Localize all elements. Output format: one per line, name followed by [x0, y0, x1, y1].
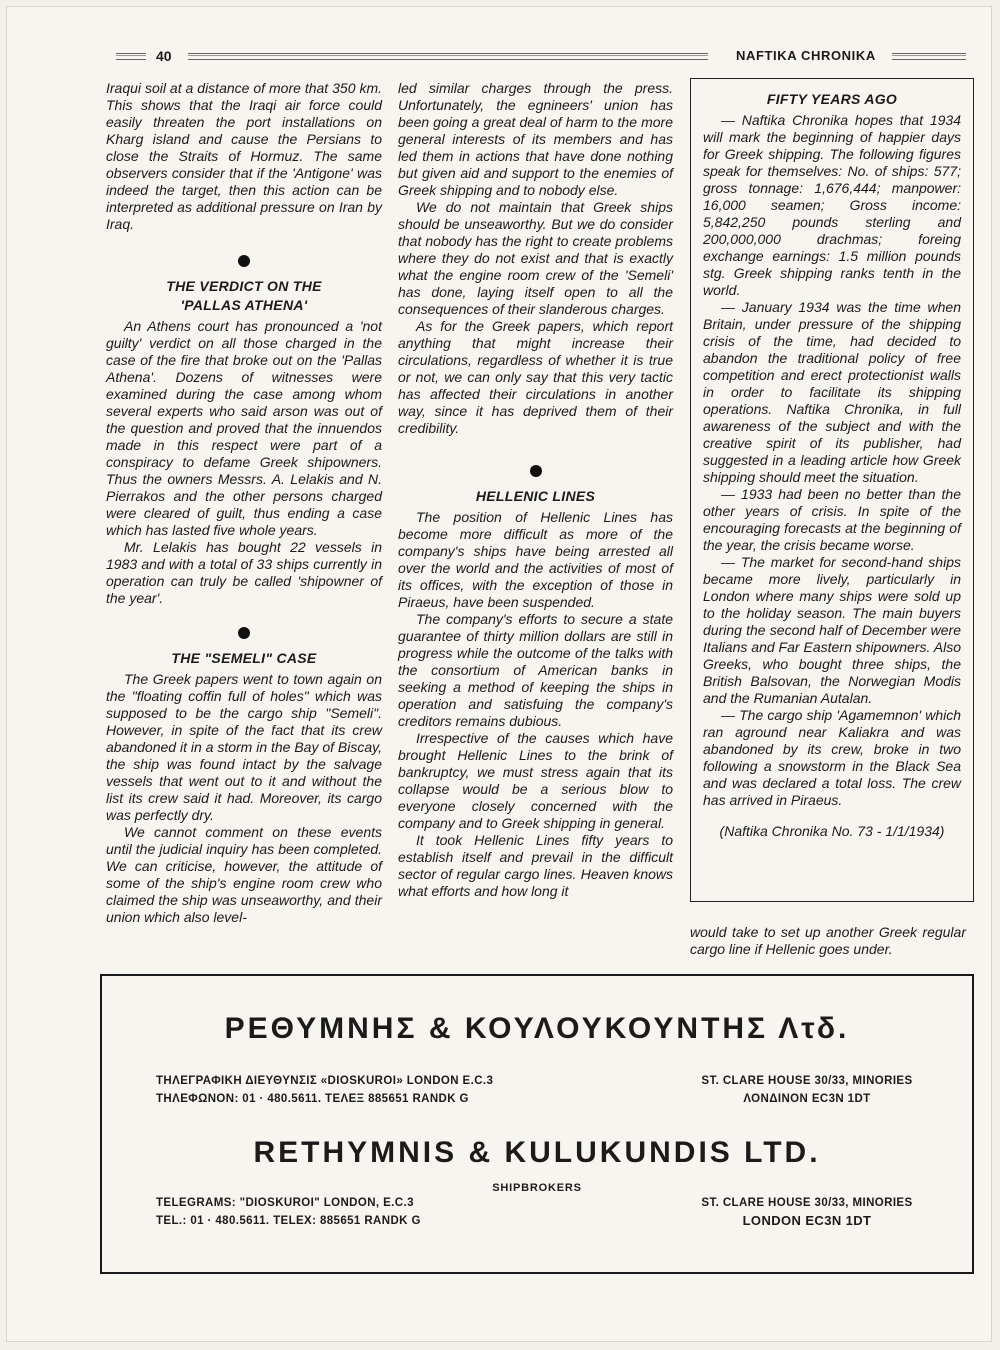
- paragraph: would take to set up another Greek regular cargo line if Hellenic goes under.: [690, 924, 966, 957]
- ad-greek-contact-right: [662, 1072, 952, 1108]
- section-bullet: [238, 255, 250, 267]
- paragraph: — 1933 had been no better than the other years of crisis. In spite of the encouraging forecasts at the beginning of the year, the crisis became worse.: [703, 486, 961, 553]
- paragraph: The position of Hellenic Lines has become more difficult as more of the company's ships have being arrested all over the world and the activities of most of its offices, with the exception of those in Piraeus, have been suspended.: [398, 509, 673, 610]
- verdict-heading-line2: 'PALLAS ATHENA': [180, 297, 308, 313]
- article-column-1: [106, 80, 382, 926]
- section-bullet: [530, 465, 542, 477]
- article-column-2: [398, 80, 673, 900]
- ad-subtitle: SHIPBROKERS: [492, 1182, 582, 1194]
- ad-text-line: ST. CLARE HOUSE 30/33, MINORIES: [701, 1197, 913, 1209]
- paragraph: — Naftika Chronika hopes that 1934 will mark the beginning of happier days for Greek shipping. The following figures speak for themselves: No. of ships: 577; gross tonnage: 1,676,444; manpower: 16,000 seamen; Gross income: 5,842,250 pounds sterling and 200,000,000 drachmas; foreing exchange earnings: 1.5 million pounds stg. Greek shipping ranks tenth in the world.: [703, 112, 961, 298]
- paragraph: — The cargo ship 'Agamemnon' which ran aground near Kaliakra and was abandoned by its crew, broke in two following a snowstorm in the Black Sea and was declared a total loss. The crew has arrived in Piraeus.: [703, 707, 961, 808]
- paragraph: As for the Greek papers, which report anything that might increase their circulations, regardless of whether it is true or not, we can only say that this very tactic has affected their circulations in another way, since it has deprived them of their credibility.: [398, 318, 673, 436]
- paragraph: — January 1934 was the time when Britain, under pressure of the shipping crisis of the time, had decided to abandon the traditional policy of free competition and erect protectionist walls in order to facilitate its shipping operations. Naftika Chronika, in full awareness of the subject and with the creative spirit of its publisher, had suggested in a leading article how Greek shipping should meet the situation.: [703, 299, 961, 485]
- paragraph: We do not maintain that Greek ships should be unseaworthy. But we do consider that nobody has the right to create problems where they do not exist and that is exactly what the engine room crew of the 'Semeli' has done, laying itself open to all the consequences of their slanderous charges.: [398, 199, 673, 317]
- ad-latin-contact-right: [662, 1194, 952, 1230]
- hellenic-lines-heading: HELLENIC LINES: [475, 488, 596, 504]
- ad-text-line: ΤΗΛΕΦΩΝΟΝ: 01 · 480.5611. ΤΕΛΕΞ 885651 RANDK G: [156, 1093, 469, 1105]
- paragraph: Mr. Lelakis has bought 22 vessels in 1983 and with a total of 33 ships currently in operation can truly be called 'shipowner of the year'.: [106, 539, 382, 606]
- ad-greek-contact-left: [156, 1072, 556, 1108]
- ad-text-line: ΤΗΛΕΓΡΑΦΙΚΗ ΔΙΕΥΘΥΝΣΙΣ «DIOSKUROI» LONDON E.C.3: [156, 1075, 494, 1087]
- semeli-heading: THE "SEMELI" CASE: [171, 650, 317, 666]
- paragraph: The Greek papers went to town again on the "floating coffin full of holes" which was supposed to be the cargo ship "Semeli". However, in spite of the fact that its crew abandoned it in a storm in the Bay of Biscay, the ship was found intact by the salvage vessels that went out to it and without the list its crew said it had. Moreover, its cargo was perfectly dry.: [106, 671, 383, 823]
- ad-text-line: LONDON EC3N 1DT: [742, 1213, 872, 1228]
- ad-text-line: ΛΟΝΔΙΝΟΝ EC3N 1DT: [743, 1093, 871, 1105]
- paragraph: We cannot comment on these events until the judicial inquiry has been completed. We can criticise, however, the attitude of some of the ship's engine room crew who claimed the ship was unseaworthy, and their union which also level-: [106, 824, 382, 925]
- paragraph: — The market for second-hand ships became more lively, particularly in London where many ships were sold up to the holiday season. The main buyers during the second half of December were Italians and Far Eastern shipowners. Also Greeks, who bought three ships, the British Balsovan, the Norwegian Modis and the Rumanian Autalan.: [703, 554, 961, 706]
- paragraph: An Athens court has pronounced a 'not guilty' verdict on all those charged in the case of the fire that broke out on the 'Pallas Athena'. Dozens of witnesses were examined during the case among whom several experts who said arson was out of the question and proved that the innuendos made in this respect were part of a conspiracy to defame Greek shipowners. Thus the owners Messrs. A. Lelakis and N. Pierrakos and the other persons charged were cleared of guilt, thus ending a case which has lasted five whole years.: [106, 318, 382, 538]
- ad-text-line: TELEGRAMS: "DIOSKUROI" LONDON, E.C.3: [156, 1197, 414, 1209]
- magazine-page: [6, 6, 992, 1342]
- ad-latin-company-name: RETHYMNIS & KULUKUNDIS LTD.: [253, 1136, 821, 1169]
- paragraph: It took Hellenic Lines fifty years to establish itself and prevail in the difficult sector of regular cargo lines. Heaven knows what efforts and how long it: [398, 832, 673, 899]
- section-bullet: [238, 627, 250, 639]
- header-rule-left: [116, 53, 146, 60]
- article-column-3-tail: [690, 924, 966, 958]
- ad-text-line: TEL.: 01 · 480.5611. TELEX: 885651 RANDK G: [156, 1215, 421, 1227]
- citation: (Naftika Chronika No. 73 - 1/1/1934): [719, 823, 945, 839]
- paragraph: Irrespective of the causes which have brought Hellenic Lines to the brink of bankruptcy, we must stress again that its collapse would be a serious blow to everyone closely concerned with the company and to Greek shipping in general.: [398, 730, 673, 831]
- verdict-heading: [106, 277, 382, 315]
- shipbroker-advertisement: [100, 974, 974, 1274]
- fifty-years-ago-column: [703, 90, 961, 840]
- header-rule-right: [892, 53, 966, 60]
- paragraph: led similar charges through the press. Unfortunately, the egnineers' union has been going a great deal of harm to the more general interests of its members and has led them in actions that have done nothing but given aid and support to the enemies of Greek shipping and to nobody else.: [398, 80, 673, 198]
- paragraph: Iraqui soil at a distance of more that 350 km. This shows that the Iraqi air force could easily threaten the port installations on Kharg island and cause the Persians to close the Straits of Hormuz. The same observers consider that if the 'Antigone' was indeed the target, then this action can be interpreted as additional pressure on Iran by Iraq.: [106, 80, 382, 232]
- verdict-heading-line1: THE VERDICT ON THE: [166, 278, 322, 294]
- magazine-title: NAFTIKA CHRONIKA: [736, 48, 876, 63]
- ad-latin-contact-left: [156, 1194, 556, 1230]
- ad-greek-company-name: ΡΕΘΥΜΝΗΣ & ΚΟΥΛΟΥΚΟΥΝΤΗΣ Λτδ.: [224, 1012, 850, 1045]
- header-rule-middle: [188, 53, 708, 60]
- page-number: 40: [156, 48, 172, 64]
- paragraph: The company's efforts to secure a state guarantee of thirty million dollars are still in progress while the outcome of the talks with the consortium of American banks in seeking a method of keeping the ships in operation and satisfuing the company's creditors remains dubious.: [398, 611, 673, 729]
- fifty-years-ago-heading: FIFTY YEARS AGO: [766, 91, 898, 107]
- ad-text-line: ST. CLARE HOUSE 30/33, MINORIES: [701, 1075, 913, 1087]
